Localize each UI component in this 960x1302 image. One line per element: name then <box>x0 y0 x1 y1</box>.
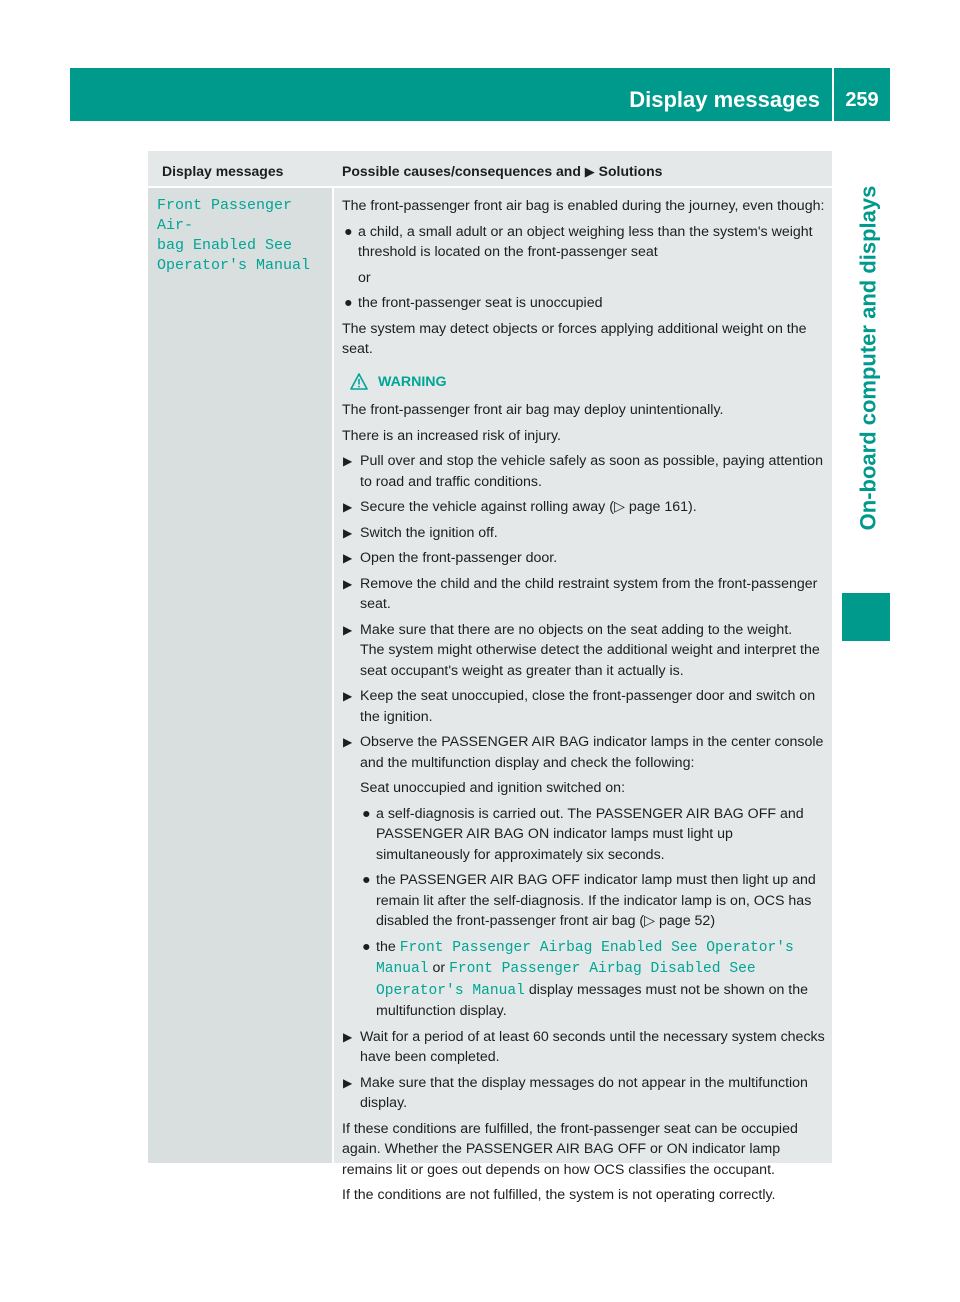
page-ref-link[interactable]: page 52) <box>659 913 716 929</box>
solution-cell <box>334 188 832 1203</box>
side-tab <box>843 130 893 585</box>
step-arrow-icon: ▶ <box>343 500 353 514</box>
step-arrow-icon: ▶ <box>343 454 353 468</box>
col-header-solutions <box>342 163 662 180</box>
or-text: or <box>358 269 371 286</box>
page-header <box>70 68 890 121</box>
step-arrow-icon: ▶ <box>343 735 353 749</box>
list-item: ● the front-passenger seat is unoccupied <box>342 293 826 314</box>
col-header-solutions-a: Possible causes/consequences and <box>342 163 581 179</box>
detect-text: The system may detect objects or forces applying additional weight on the seat. <box>342 320 807 357</box>
sub-intro-text: Seat unoccupied and ignition switched on: <box>360 780 626 796</box>
instruction-step: ▶ Secure the vehicle against rolling away (▷ page 161). <box>342 497 826 518</box>
page-ref-icon: ▷ <box>644 913 656 929</box>
step-arrow-icon: ▶ <box>343 622 353 637</box>
solution-content <box>342 196 826 1211</box>
warning-text: There is an increased risk of injury. <box>342 427 561 444</box>
bullet-icon: ● <box>362 938 371 955</box>
table-header <box>148 151 832 186</box>
messages-table <box>148 151 832 1203</box>
not-fulfilled-text: If the conditions are not fulfilled, the system is not operating correctly. <box>342 1187 776 1203</box>
list-item: ● a child, a small adult or an object weighing less than the system's weight threshold is located on the front-passenger seat <box>344 223 813 260</box>
step-arrow-icon: ▶ <box>343 1029 353 1044</box>
list-item: ● the PASSENGER AIR BAG OFF indicator lamp must then light up and remain lit after the self-diagnosis. If the indicator lamp is on, OCS has disabled the front-passenger front air bag (▷ page 52) <box>362 872 816 929</box>
instruction-step: ▶ Switch the ignition off. <box>342 523 826 544</box>
instruction-step: ▶ Observe the PASSENGER AIR BAG indicator lamps in the center console and the multifunction display and check the following: <box>343 734 824 771</box>
fulfilled-text: If these conditions are fulfilled, the front-passenger seat can be occupied again. Whether the PASSENGER AIR BAG OFF or ON indicator lamp remains lit or goes out depends on how OCS classifies the occupant. <box>342 1120 798 1178</box>
page-number: 259 <box>845 89 879 111</box>
bullet-icon: ● <box>362 805 371 822</box>
message-line: bag Enabled See <box>157 237 293 254</box>
warning-triangle-icon <box>350 373 368 390</box>
list-item: ● a self-diagnosis is carried out. The PASSENGER AIR BAG OFF and PASSENGER AIR BAG ON indicator lamps must light up simultaneously for approximately six seconds. <box>362 805 804 863</box>
side-tab-marker <box>842 593 890 641</box>
instruction-step: ▶ Keep the seat unoccupied, close the front-passenger door and switch on the ignition. <box>343 688 816 725</box>
bullet-icon: ● <box>362 872 371 888</box>
bullet-icon: ● <box>344 223 353 240</box>
bullet-icon: ● <box>344 295 353 311</box>
page-ref-link[interactable]: page 161). <box>628 499 697 515</box>
step-arrow-icon: ▶ <box>584 164 595 179</box>
intro-text: The front-passenger front air bag is enabled during the journey, even though: <box>342 198 825 214</box>
message-line: Front Passenger Air‐ <box>157 197 293 234</box>
warning-label: WARNING <box>378 373 447 390</box>
display-message-name <box>157 196 327 276</box>
warning-text: The front-passenger front air bag may deploy unintentionally. <box>342 402 724 418</box>
step-arrow-icon: ▶ <box>343 576 353 591</box>
instruction-step: ▶ Remove the child and the child restraint system from the front-passenger seat. <box>343 575 818 612</box>
instruction-step: ▶ Make sure that there are no objects on the seat adding to the weight. The system might otherwise detect the additional weight and interpret the seat occupant's weight as greater than it actually is. <box>343 621 820 679</box>
instruction-step: ▶ Make sure that the display messages do not appear in the multifunction display. <box>343 1074 808 1111</box>
display-message-ref: Front Passenger Airbag Disabled See Operator's Manual <box>376 961 756 999</box>
instruction-step: ▶ Pull over and stop the vehicle safely as soon as possible, paying attention to road and traffic conditions. <box>343 453 823 490</box>
page-ref-icon: ▷ <box>613 499 625 515</box>
list-item: ● the Front Passenger Airbag Enabled See Operator's Manual or Front Passenger Airbag Disabled See Operator's Manual display messages must not be shown on the multifunction display. <box>362 938 809 1019</box>
instruction-step: ▶ Open the front-passenger door. <box>342 548 826 569</box>
step-arrow-icon: ▶ <box>343 525 353 540</box>
instruction-step: ▶ Wait for a period of at least 60 seconds until the necessary system checks have been completed. <box>343 1028 825 1065</box>
step-arrow-icon: ▶ <box>343 1075 353 1090</box>
message-line: Operator's Manual <box>157 257 311 274</box>
message-cell <box>148 188 332 1163</box>
display-message-ref: Front Passenger Airbag Enabled See Operator's Manual <box>376 939 794 977</box>
col-header-messages: Display messages <box>162 163 284 179</box>
step-arrow-icon: ▶ <box>343 689 353 703</box>
step-arrow-icon: ▶ <box>343 551 353 565</box>
col-header-solutions-b: Solutions <box>598 163 663 179</box>
section-title: Display messages <box>629 87 820 112</box>
warning-heading <box>350 372 826 393</box>
side-tab-label: On-board computer and displays <box>855 185 880 530</box>
